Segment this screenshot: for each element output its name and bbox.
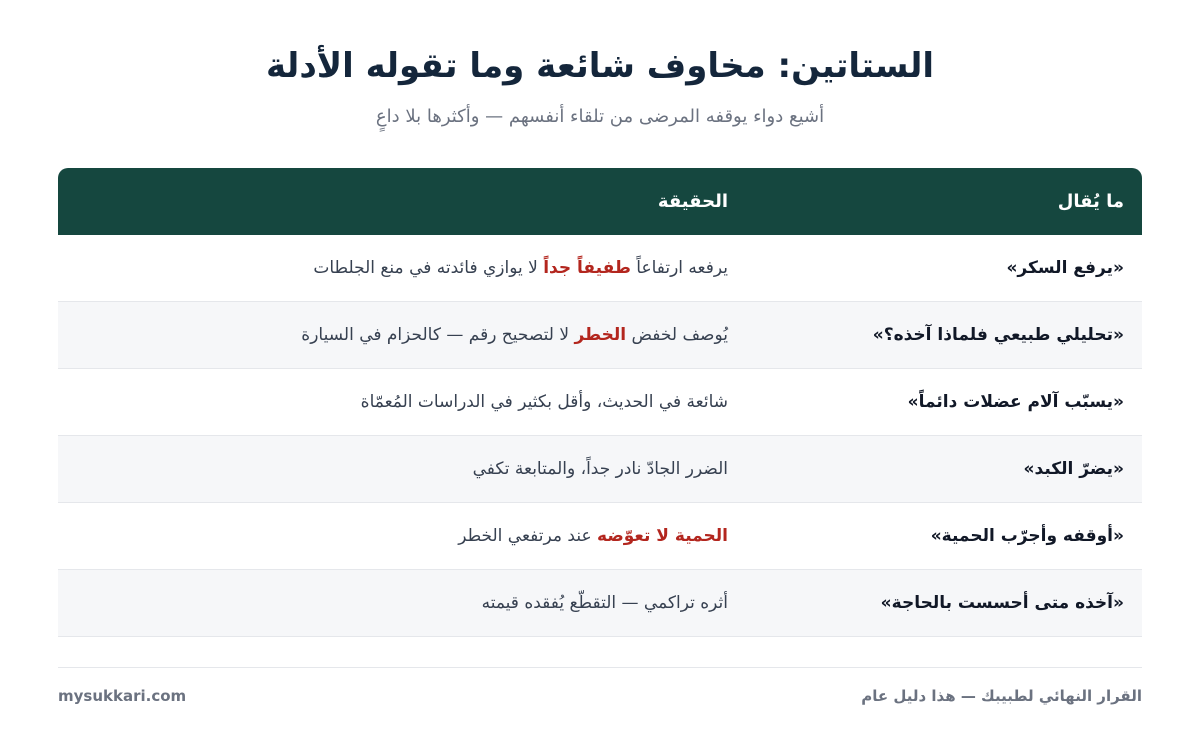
fact-text: الضرر الجادّ نادر جداً، والمتابعة تكفي [472,459,728,479]
fact-text: يُوصف لخفض [626,325,728,345]
fact-highlight: الخطر [574,325,627,345]
table-row [58,503,1142,570]
table-row [58,436,1142,503]
claim-cell: «يسبّب آلام عضلات دائماً» [907,392,1124,412]
fact-cell [58,526,744,546]
claim-cell: «أوقفه وأجرّب الحمية» [930,526,1124,546]
table-row [58,302,1142,369]
fact-text: أثره تراكمي — التقطّع يُفقده قيمته [481,593,728,613]
fact-text: لا يوازي فائدته في منع الجلطات [313,258,544,278]
fact-highlight: طفيفاً جداً [543,258,631,278]
header-claim: ما يُقال [1057,191,1124,212]
table-row [58,369,1142,436]
fact-text: عند مرتفعي الخطر [458,526,598,546]
fact-highlight: الحمية لا تعوّضه [597,526,728,546]
header-fact: الحقيقة [657,191,728,212]
table-row [58,235,1142,302]
footer-divider [58,667,1142,668]
fact-cell [58,325,744,345]
claim-cell: «يضرّ الكبد» [1023,459,1124,479]
fact-text: لا لتصحيح رقم — كالحزام في السيارة [301,325,575,345]
table-header [58,168,1142,235]
fact-cell [58,459,744,479]
footer-disclaimer: القرار النهائي لطبيبك — هذا دليل عام [861,687,1142,705]
fact-cell [58,593,744,613]
claim-cell: «آخذه متى أحسست بالحاجة» [880,593,1124,613]
claim-cell: «تحليلي طبيعي فلماذا آخذه؟» [872,325,1124,345]
fact-text: شائعة في الحديث، وأقل بكثير في الدراسات المُعمّاة [360,392,728,412]
footer-site-link[interactable]: mysukkari.com [58,687,187,705]
page-subtitle: أشيع دواء يوقفه المرضى من تلقاء أنفسهم — وأكثرها بلا داعٍ [375,106,825,127]
claim-cell: «يرفع السكر» [1006,258,1124,278]
myths-table [58,168,1142,637]
fact-cell [58,392,744,412]
page-title: الستاتين: مخاوف شائعة وما تقوله الأدلة [265,46,935,86]
fact-text: يرفعه ارتفاعاً [630,258,728,278]
fact-cell [58,258,744,278]
table-row [58,570,1142,637]
